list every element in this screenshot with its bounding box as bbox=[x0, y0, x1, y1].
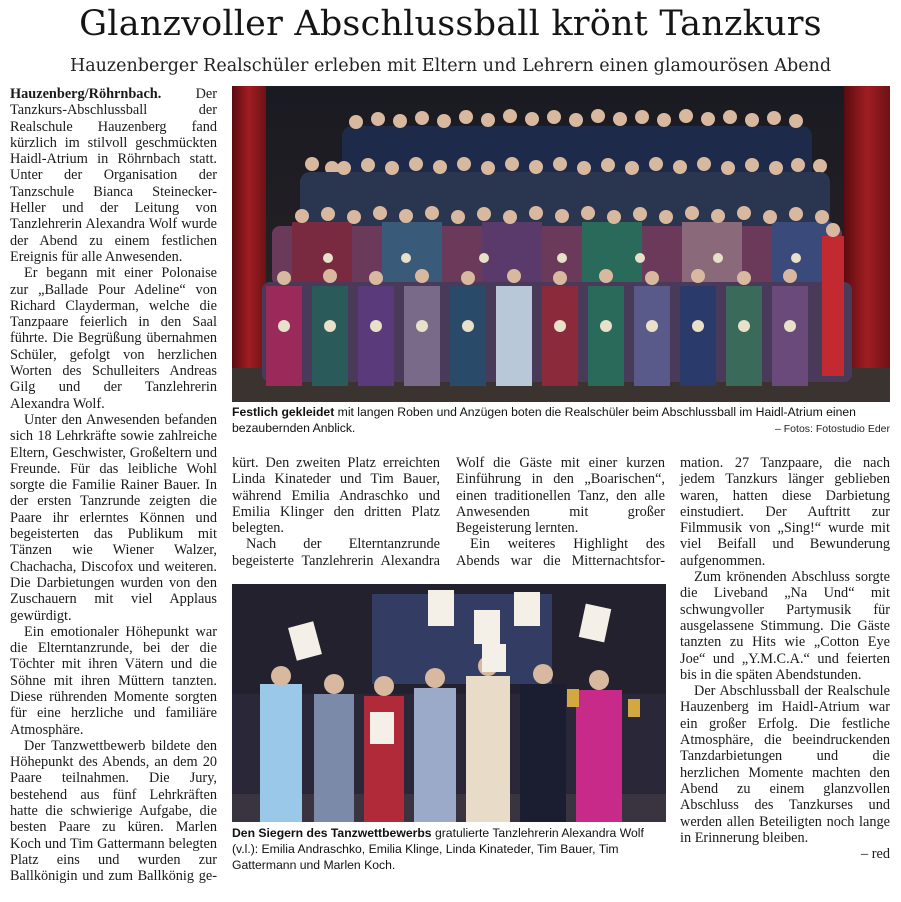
column-2 bbox=[232, 455, 440, 569]
col2-paragraph-1: kürt. Den zweiten Platz erreichten Linda Kinateder und Tim Bauer, während Emilia Andraschko und Emilia Klinger den dritten Platz belegten. bbox=[232, 455, 440, 537]
col3-paragraph-2: Ein weiteres Highlight des Abends war die Mitternachtsfor- bbox=[456, 536, 665, 569]
paragraph-1 bbox=[10, 86, 217, 265]
paragraph-3: Unter den Anwesenden befanden sich 18 Lehrkräfte sowie zahlreiche Eltern, Geschwister, Großeltern und Freunde. Für das leibliche Wohl sorgte die Familie Rainer Bauer. In der ersten Tanzrunde zeigten die Paare ihr erlerntes Können und begeisterten das Publikum mit Tänzen wie Wiener Walzer, Chachacha, Discofox und weiteren. Die Darbietungen wurden von den Zuschauern mit viel Applaus gewürdigt. bbox=[10, 411, 217, 624]
winners-photo-image bbox=[232, 584, 666, 822]
headline: Glanzvoller Abschlussball krönt Tanzkurs bbox=[79, 4, 822, 44]
group-photo-image bbox=[232, 86, 890, 402]
winners-photo-caption bbox=[232, 825, 668, 873]
col3-paragraph-1: Wolf die Gäste mit einer kurzen Einführung in den „Boarischen“, einen traditionellen Tanz, den alle Anwesenden mit großer Begeisterung lernten. bbox=[456, 455, 665, 537]
winners-photo bbox=[232, 584, 666, 822]
photo-credit: – Fotos: Fotostudio Eder bbox=[775, 423, 890, 435]
paragraph-2: Er begann mit einer Polonaise zur „Ballade Pour Adeline“ von Richard Clayderman, welche die Tanzpaare feierlich in den Saal führte. Die Begrüßung übernahmen Schüler, gefolgt von herzlichen Worten des Schulleiters Andreas Gilg und der Tanzlehrerin Alexandra Wolf. bbox=[10, 265, 217, 412]
author-line bbox=[680, 846, 890, 862]
column-3 bbox=[456, 455, 665, 569]
group-photo-caption-bold: Festlich gekleidet bbox=[232, 405, 335, 419]
paragraph-1-text: Der Tanzkurs-Abschlussball der Realschule Hauzenberg fand kürzlich im stilvoll geschmückten Haidl-Atrium in Röhrnbach statt. Unter der Organisation der Tanzschule Bianca Steinecker-Heller und der Leitung von Tanzlehrerin Alexandra Wolf wurde der Abend zu einem festlichen Ereignis für alle Anwesenden. bbox=[10, 86, 217, 265]
column-1 bbox=[10, 86, 217, 885]
author: – red bbox=[861, 846, 890, 863]
col2-paragraph-2: Nach der Elterntanzrunde begeisterte Tanzlehrerin Alexandra bbox=[232, 536, 440, 569]
paragraph-4: Ein emotionaler Höhepunkt war die Elterntanzrunde, bei der die Töchter mit ihren Vätern und die Söhne mit ihren Müttern tanzten. Diese rührenden Momente sorgten für eine herzliche und familiäre Atmosphäre. bbox=[10, 623, 217, 738]
column-4 bbox=[680, 455, 890, 862]
subheadline: Hauzenberger Realschüler erleben mit Eltern und Lehrern einen glamourösen Abend bbox=[69, 56, 832, 76]
winners-photo-caption-bold: Den Siegern des Tanzwettbewerbs bbox=[232, 826, 432, 840]
paragraph-5: Der Tanzwettbewerb bildete den Höhepunkt des Abends, an dem 20 Paare teilnahmen. Die Jury, bestehend aus fünf Lehrkräften hatte die schwierige Aufgabe, die besten Paare zu küren. Marlen Koch und Tim Gattermann belegten Platz eins und wurden zur Ballkönigin und zum Ballkönig ge- bbox=[10, 737, 217, 885]
col4-paragraph-1: mation. 27 Tanzpaare, die nach jedem Tanzkurs länger geblieben waren, hatten diese Darbietung einstudiert. Der Auftritt zur Filmmusik von „Sing!“ wurde mit viel Beifall und Bewunderung aufgenommen. bbox=[680, 455, 890, 569]
col4-paragraph-2: Zum krönenden Abschluss sorgte die Liveband „Na Und“ mit schwungvoller Partymusik für ausgelassene Stimmung. Die Gäste tanzten zu Hits wie „Cotton Eye Joe“ und „Y.M.C.A.“ und feierten bis in die späten Abendstunden. bbox=[680, 569, 890, 683]
group-photo-caption-text: mit langen Roben und Anzügen boten die Realschüler beim Abschlussball im Haidl-Atrium einen bezaubernden Anblick. bbox=[232, 405, 856, 435]
col4-paragraph-3: Der Abschlussball der Realschule Hauzenberg im Haidl-Atrium war ein großer Erfolg. Die festliche Atmosphäre, die beeindruckenden Tanzdarbietungen und die herzlichen Momente machten den Abend zu einem glanzvollen Abschluss des Tanzkurses und werden allen Beteiligten noch lange in Erinnerung bleiben. bbox=[680, 683, 890, 846]
winners-photo-caption-text: gratulierte Tanzlehrerin Alexandra Wolf (v.l.): Emilia Andraschko, Emilia Klinge, Linda Kinateder, Tim Bauer, Tim Gattermann und Marlen Koch. bbox=[232, 826, 644, 872]
group-photo bbox=[232, 86, 890, 402]
dateline: Hauzenberg/Röhrnbach. bbox=[10, 86, 162, 102]
